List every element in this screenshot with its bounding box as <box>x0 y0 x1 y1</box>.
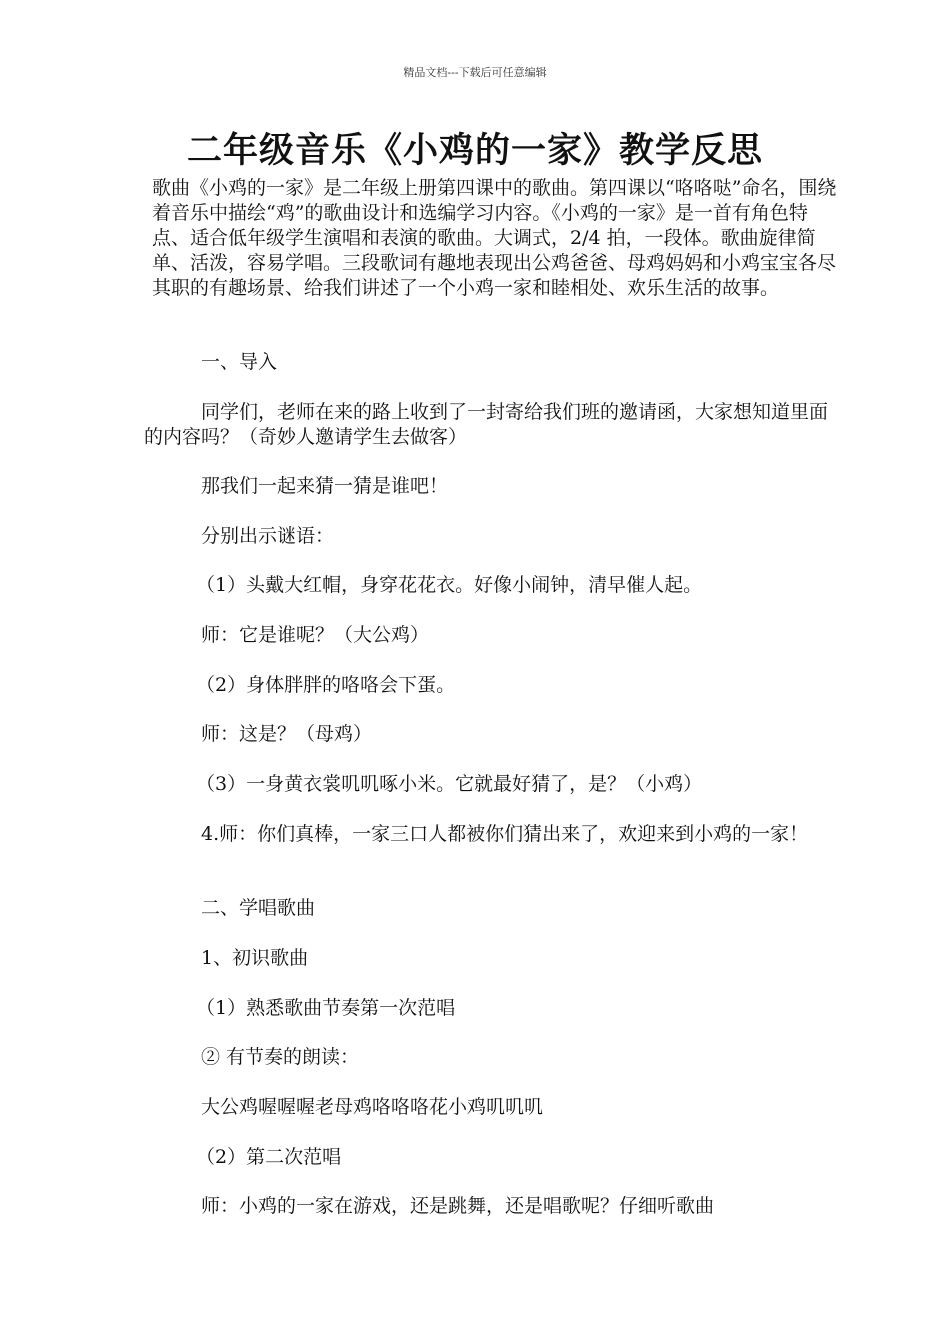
riddle-1: （1）头戴大红帽，身穿花花衣。好像小闹钟，清早催人起。 <box>196 574 703 596</box>
section-heading-intro: 一、导入 <box>201 351 278 373</box>
step-rhythmic-reading: ② 有节奏的朗读： <box>201 1046 360 1068</box>
step-second-sing: （2）第二次范唱 <box>196 1146 342 1168</box>
answer-1: 师：它是谁呢？（大公鸡） <box>201 624 430 646</box>
paragraph-riddles: 分别出示谜语： <box>201 525 335 547</box>
intro-paragraph: 歌曲《小鸡的一家》是二年级上册第四课中的歌曲。第四课以“咯咯哒”命名，围绕着音乐中描绘“鸡”的歌曲设计和选编学习内容。《小鸡的一家》是一首有角色特点、适合低年级学生演唱和表演的歌曲。大调式，2/4 拍，一段体。歌曲旋律简单、活泼，容易学唱。三段歌词有趣地表现出公鸡爸爸、母鸡妈妈和小鸡宝宝各尽其职的有趣场景、给我们讲述了一个小鸡一家和睦相处、欢乐生活的故事。 <box>152 177 837 299</box>
rhythm-text: 大公鸡喔喔喔老母鸡咯咯咯花小鸡叽叽叽 <box>201 1096 544 1118</box>
subheading-first-look: 1、初识歌曲 <box>201 947 309 969</box>
step-rhythm-first-sing: （1）熟悉歌曲节奏第一次范唱 <box>196 997 456 1019</box>
paragraph-invitation: 同学们，老师在来的路上收到了一封寄给我们班的邀请函，大家想知道里面的内容吗？（奇妙人邀请学生去做客） <box>144 401 829 448</box>
paragraph-last: 师：小鸡的一家在游戏，还是跳舞，还是唱歌呢？仔细听歌曲 <box>201 1195 715 1217</box>
paragraph-guess: 那我们一起来猜一猜是谁吧！ <box>201 475 449 497</box>
header-note: 精品文档---下载后可任意编辑 <box>403 66 547 79</box>
paragraph-welcome: 4.师：你们真棒，一家三口人都被你们猜出来了，欢迎来到小鸡的一家！ <box>201 823 809 845</box>
riddle-3: （3）一身黄衣裳叽叽啄小米。它就最好猜了，是？（小鸡） <box>196 773 703 795</box>
page-title: 二年级音乐《小鸡的一家》教学反思 <box>186 130 763 171</box>
riddle-2: （2）身体胖胖的咯咯会下蛋。 <box>196 674 456 696</box>
answer-2: 师：这是？（母鸡） <box>201 723 373 745</box>
section-heading-learn-song: 二、学唱歌曲 <box>201 897 316 919</box>
